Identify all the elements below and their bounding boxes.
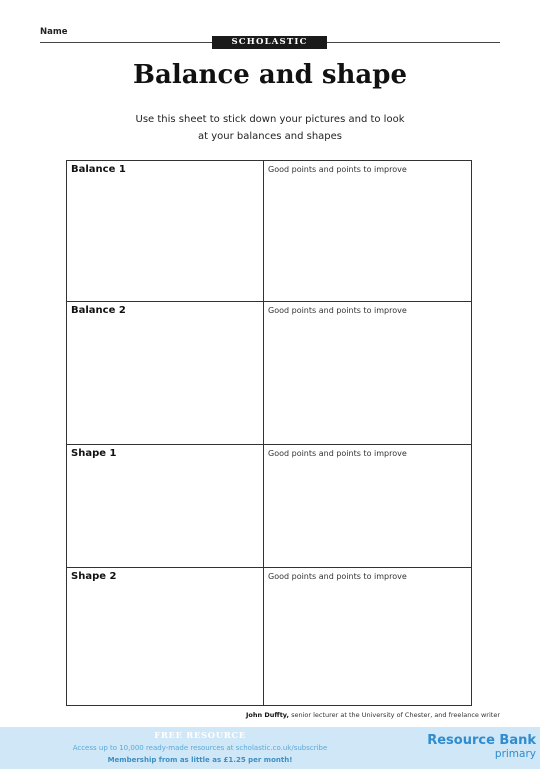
notes-cell[interactable]	[264, 445, 471, 567]
instructions-line-2: at your balances and shapes	[197, 131, 343, 142]
notes-cell[interactable]	[264, 568, 471, 705]
credit-author: John Duffty,	[246, 711, 289, 719]
resource-bank-logo	[408, 734, 536, 760]
brand-sub: primary	[494, 748, 536, 760]
credit-text: senior lecturer at the University of Chester, and freelance writer	[289, 711, 500, 719]
brand-main: Resource Bank	[427, 733, 536, 748]
footer-banner	[0, 727, 540, 769]
notes-hint: Good points and points to improve	[268, 572, 407, 581]
scholastic-logo: SCHOLASTIC	[212, 36, 327, 49]
footer-heading: FREE RESOURCE	[154, 731, 246, 741]
notes-hint: Good points and points to improve	[268, 449, 407, 458]
notes-cell[interactable]	[264, 302, 471, 444]
instructions	[100, 111, 440, 145]
page-title: Balance and shape	[133, 60, 407, 90]
notes-hint: Good points and points to improve	[268, 306, 407, 315]
row-balance-1	[67, 161, 471, 302]
worksheet-grid	[66, 160, 472, 706]
picture-cell[interactable]	[67, 161, 264, 301]
instructions-line-1: Use this sheet to stick down your pictures and to look	[135, 114, 405, 125]
row-label: Balance 1	[71, 164, 126, 175]
row-label: Shape 1	[71, 448, 117, 459]
author-credit	[246, 711, 500, 719]
picture-cell[interactable]	[67, 302, 264, 444]
row-label: Balance 2	[71, 305, 126, 316]
footer-subscribe-link[interactable]: Access up to 10,000 ready-made resources at scholastic.co.uk/subscribe	[72, 744, 328, 752]
footer-membership-text: Membership from as little as £1.25 per month!	[107, 756, 293, 764]
row-balance-2	[67, 302, 471, 445]
notes-hint: Good points and points to improve	[268, 165, 407, 174]
row-shape-2	[67, 568, 471, 705]
picture-cell[interactable]	[67, 445, 264, 567]
name-label: Name	[40, 27, 68, 37]
picture-cell[interactable]	[67, 568, 264, 705]
row-shape-1	[67, 445, 471, 568]
row-label: Shape 2	[71, 571, 117, 582]
notes-cell[interactable]	[264, 161, 471, 301]
